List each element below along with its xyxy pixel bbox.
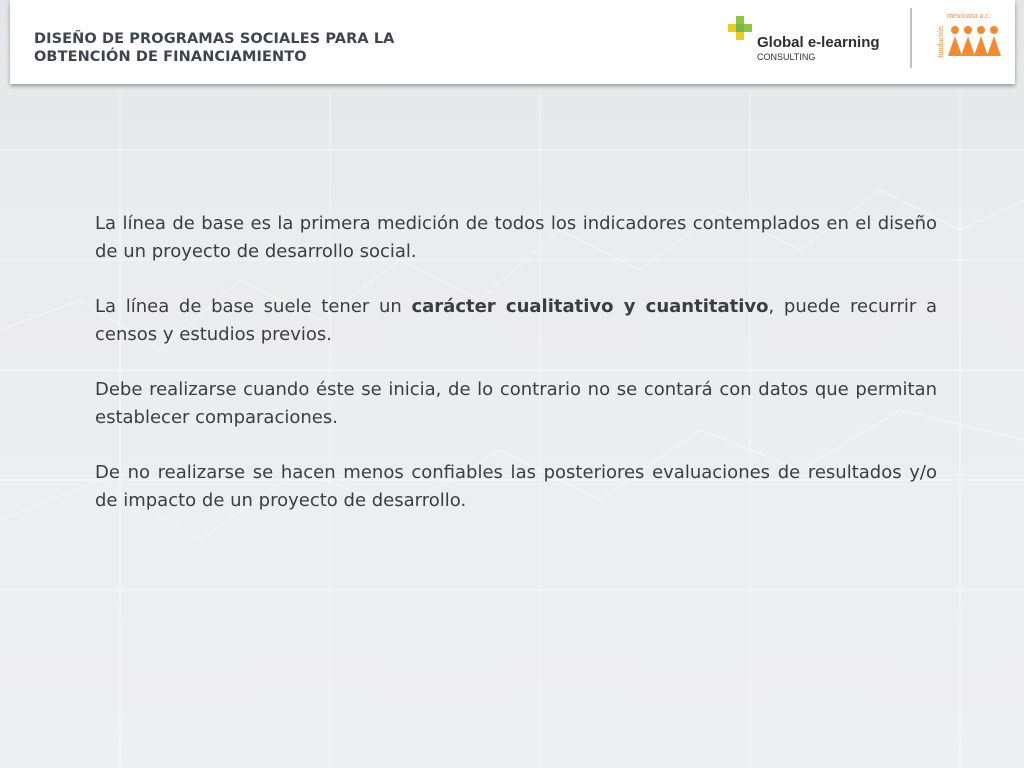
page-title-line2: OBTENCIÓN DE FINANCIAMIENTO (34, 49, 307, 65)
paragraph-1: La línea de base es la primera medición de todos los indicadores contemplados en el diseño de un proyecto de desarrollo social. (95, 213, 937, 262)
global-elearning-sub: CONSULTING (757, 52, 816, 62)
global-elearning-logo (726, 14, 896, 64)
fundacion-mexicana-logo (935, 8, 1003, 60)
fundacion-people-icon (935, 8, 1003, 60)
paragraph-2 (95, 293, 937, 349)
paragraph-2-bold: carácter cualitativo y cuantitativo (411, 296, 769, 317)
fundacion-vertical-text: fundación (936, 26, 945, 58)
page-title-line1: DISEÑO DE PROGRAMAS SOCIALES PARA LA (34, 31, 395, 47)
paragraph-2-end: , puede recurrir a censos y estudios previos. (95, 296, 937, 345)
content-area (95, 210, 937, 542)
paragraph-2-start: La línea de base suele tener un (95, 296, 412, 317)
paragraph-4: De no realizarse se hacen menos confiables las posteriores evaluaciones de resultados y/o de impacto de un proyecto de desarrollo. (95, 462, 937, 511)
global-elearning-brand: Global e-learning (757, 34, 880, 51)
page-title (34, 30, 554, 66)
header-divider (910, 8, 912, 68)
fundacion-top-text: mexicana a.c. (947, 11, 991, 20)
paragraph-3: Debe realizarse cuando éste se inicia, de lo contrario no se contará con datos que permitan establecer comparaciones. (95, 379, 937, 428)
puzzle-icon (726, 16, 756, 46)
header-bar (10, 0, 1015, 84)
